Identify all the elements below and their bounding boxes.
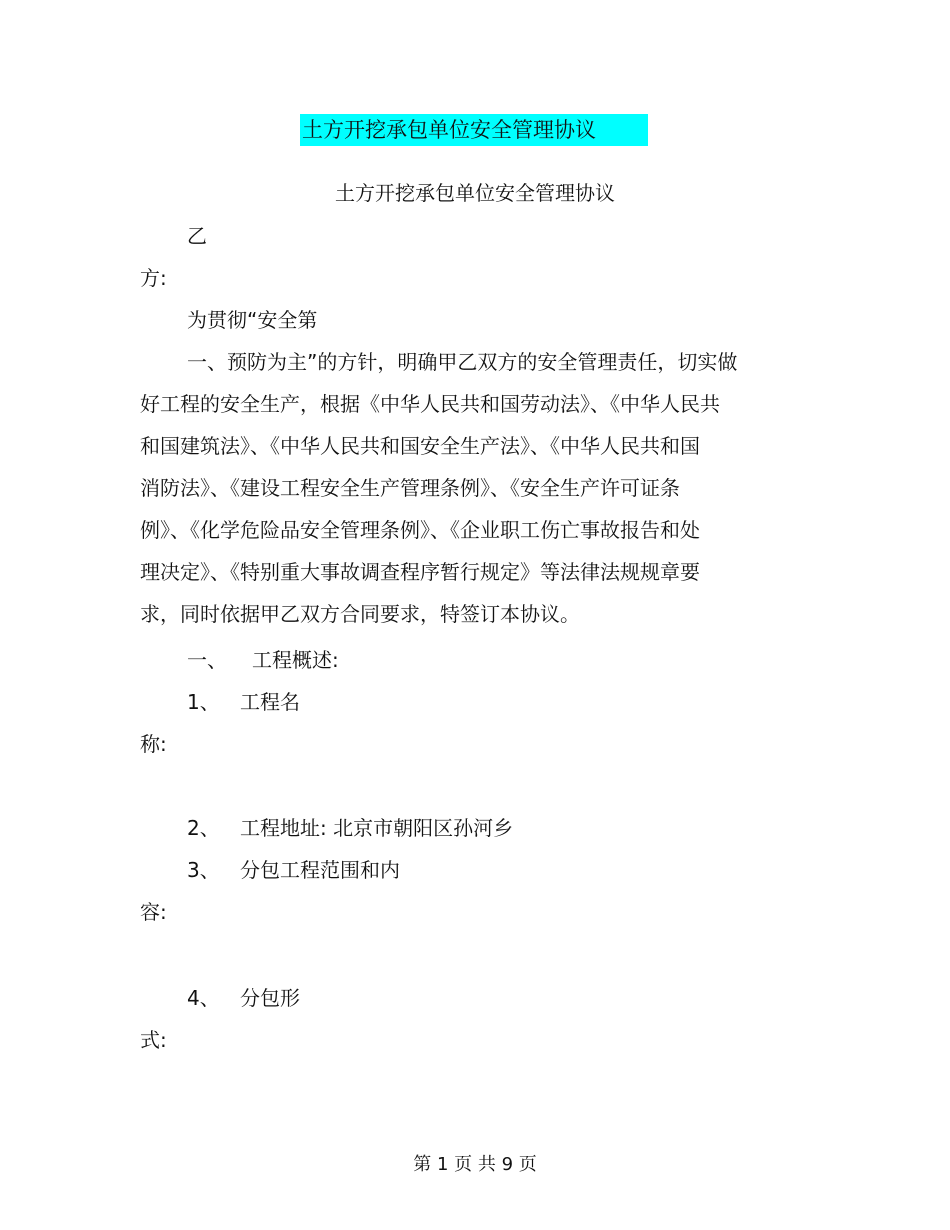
document-title: 土方开挖承包单位安全管理协议 — [302, 118, 596, 142]
item-continuation: 容: — [140, 900, 167, 924]
body-line: 好工程的安全生产，根据《中华人民共和国劳动法》、《中华人民共 — [140, 392, 720, 416]
section-title: 工程概述: — [252, 648, 339, 672]
item-number: 3、 — [187, 858, 220, 882]
item-text: 分包形 — [240, 986, 300, 1010]
item-number: 4、 — [187, 986, 220, 1010]
item-text: 工程地址: 北京市朝阳区孙河乡 — [240, 816, 514, 840]
document-subtitle: 土方开挖承包单位安全管理协议 — [335, 181, 615, 205]
body-line: 求，同时依据甲乙双方合同要求，特签订本协议。 — [140, 602, 580, 626]
body-line: 和国建筑法》、《中华人民共和国安全生产法》、《中华人民共和国 — [140, 434, 700, 458]
body-line: 一、预防为主”的方针，明确甲乙双方的安全管理责任，切实做 — [187, 350, 738, 374]
item-number: 2、 — [187, 816, 220, 840]
item-text: 分包工程范围和内 — [240, 858, 400, 882]
page-number-footer: 第 1 页 共 9 页 — [413, 1154, 537, 1175]
section-number: 一、 — [187, 648, 227, 672]
party-b-label-part1: 乙 — [187, 224, 207, 248]
intro-line: 为贯彻“安全第 — [187, 308, 318, 332]
body-line: 例》、《化学危险品安全管理条例》、《企业职工伤亡事故报告和处 — [140, 518, 700, 542]
item-continuation: 式: — [140, 1028, 167, 1052]
party-b-label-part2: 方: — [140, 266, 167, 290]
item-continuation: 称: — [140, 732, 167, 756]
item-text: 工程名 — [240, 690, 300, 714]
item-number: 1、 — [187, 690, 220, 714]
body-line: 理决定》、《特别重大事故调查程序暂行规定》等法律法规规章要 — [140, 560, 700, 584]
body-line: 消防法》、《建设工程安全生产管理条例》、《安全生产许可证条 — [140, 476, 680, 500]
